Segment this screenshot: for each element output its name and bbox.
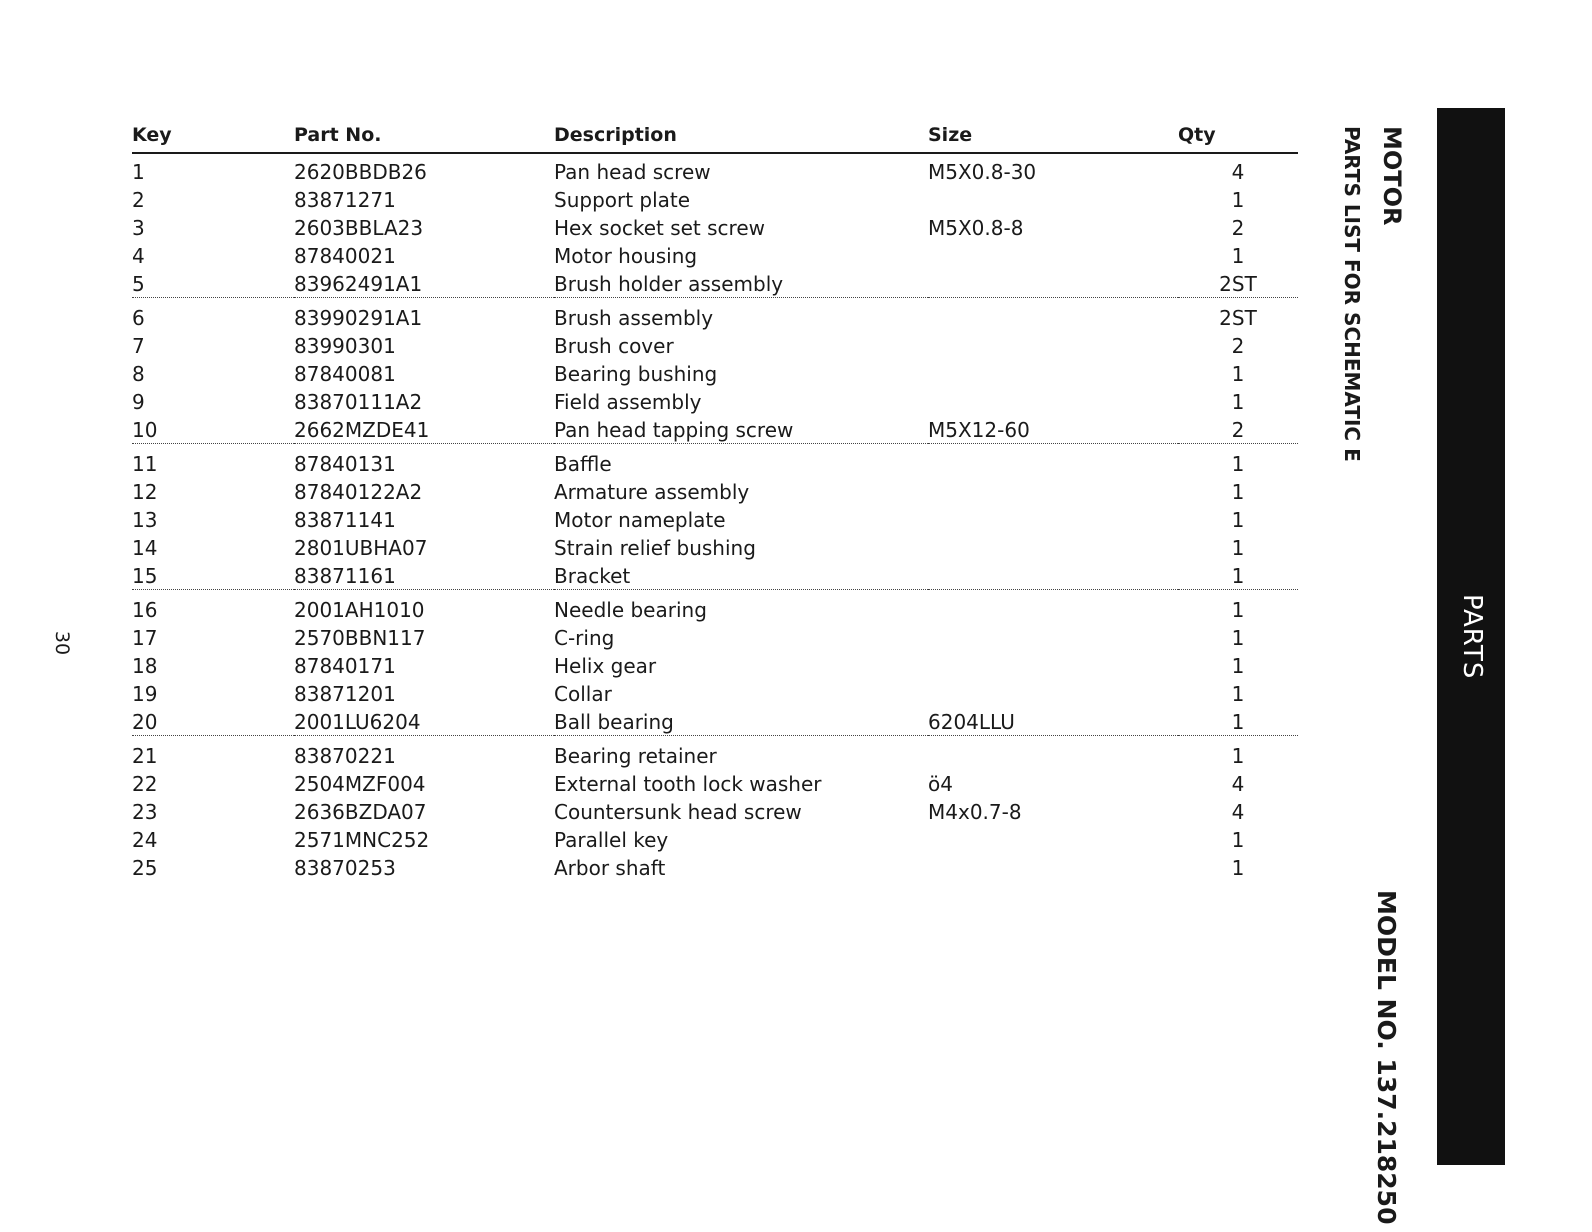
cell-description: External tooth lock washer — [554, 772, 822, 796]
cell-qty: 1 — [1231, 452, 1245, 476]
cell-description: Motor nameplate — [554, 508, 726, 532]
cell-description: Hex socket set screw — [554, 216, 765, 240]
cell-qty: 2 — [1178, 416, 1298, 444]
cell-size — [928, 270, 1178, 298]
cell-description: Pan head tapping screw — [554, 416, 928, 444]
cell-part-no: 87840081 — [294, 362, 396, 386]
cell-description: Brush assembly — [554, 306, 714, 330]
table-row — [132, 680, 1298, 708]
cell-qty: 1 — [1231, 744, 1245, 768]
cell-size — [928, 332, 1178, 360]
cell-part-no: 2801UBHA07 — [294, 536, 428, 560]
cell-part-no: 2504MZF004 — [294, 772, 426, 796]
table-row — [132, 416, 1298, 444]
cell-size — [928, 826, 1178, 854]
cell-size — [928, 534, 1178, 562]
cell-key: 19 — [132, 682, 158, 706]
cell-key: 12 — [132, 480, 158, 504]
page-number: 30 — [51, 630, 74, 656]
cell-description: Collar — [554, 682, 612, 706]
model-number: MODEL NO. 137.218250 — [1372, 890, 1401, 1225]
cell-description: Support plate — [554, 188, 691, 212]
cell-qty: 1 — [1231, 654, 1245, 678]
section-title: MOTOR — [1378, 126, 1406, 226]
cell-size — [928, 506, 1178, 534]
table-row — [132, 562, 1298, 590]
table-row — [132, 770, 1298, 798]
cell-part-no: 83871141 — [294, 508, 396, 532]
cell-qty: 1 — [1231, 362, 1245, 386]
cell-description: Baffle — [554, 452, 612, 476]
cell-part-no: 2636BZDA07 — [294, 800, 427, 824]
cell-key: 7 — [132, 334, 145, 358]
cell-qty: 1 — [1231, 480, 1245, 504]
cell-key: 13 — [132, 508, 158, 532]
cell-part-no: 87840122A2 — [294, 480, 423, 504]
cell-size — [928, 652, 1178, 680]
cell-part-no: 83871161 — [294, 562, 554, 590]
cell-qty: 1 — [1231, 626, 1245, 650]
cell-key: 24 — [132, 828, 158, 852]
cell-qty: 4 — [1231, 800, 1245, 824]
cell-qty: 1 — [1231, 536, 1245, 560]
cell-size — [928, 298, 1178, 333]
cell-description: Motor housing — [554, 244, 698, 268]
cell-part-no: 87840021 — [294, 244, 396, 268]
cell-qty: 1 — [1231, 244, 1245, 268]
cell-qty: 1 — [1231, 856, 1245, 880]
table-row — [132, 388, 1298, 416]
cell-part-no: 2662MZDE41 — [294, 416, 554, 444]
cell-key: 23 — [132, 800, 158, 824]
table-row — [132, 270, 1298, 298]
cell-key: 22 — [132, 772, 158, 796]
cell-key: 8 — [132, 362, 145, 386]
parts-band-label: PARTS — [1457, 594, 1487, 680]
cell-description: Bearing bushing — [554, 362, 718, 386]
cell-size — [928, 736, 1178, 771]
table-row — [132, 708, 1298, 736]
cell-size: M5X12-60 — [928, 416, 1178, 444]
cell-part-no: 2603BBLA23 — [294, 216, 424, 240]
cell-qty: 1 — [1231, 188, 1245, 212]
cell-part-no: 83990301 — [294, 334, 396, 358]
table-row — [132, 153, 1298, 186]
table-row — [132, 444, 1298, 479]
cell-qty: 4 — [1231, 160, 1245, 184]
cell-size — [928, 242, 1178, 270]
table-row — [132, 798, 1298, 826]
cell-part-no: 2001AH1010 — [294, 598, 425, 622]
cell-part-no: 2571MNC252 — [294, 828, 430, 852]
table-row — [132, 478, 1298, 506]
cell-key: 20 — [132, 708, 294, 736]
cell-size — [928, 360, 1178, 388]
cell-key: 9 — [132, 390, 145, 414]
table-row — [132, 186, 1298, 214]
cell-description: Armature assembly — [554, 480, 750, 504]
cell-key: 18 — [132, 654, 158, 678]
cell-qty: 2 — [1231, 216, 1245, 240]
cell-part-no: 83962491A1 — [294, 270, 554, 298]
table-row — [132, 826, 1298, 854]
cell-qty: 1 — [1231, 682, 1245, 706]
cell-size — [928, 562, 1178, 590]
cell-qty: 1 — [1231, 508, 1245, 532]
cell-key: 16 — [132, 598, 158, 622]
cell-description: Countersunk head screw — [554, 800, 802, 824]
column-header-description: Description — [554, 124, 928, 153]
cell-description: Bracket — [554, 562, 928, 590]
cell-key: 15 — [132, 562, 294, 590]
cell-part-no: 87840171 — [294, 654, 396, 678]
column-header-qty: Qty — [1178, 124, 1298, 153]
cell-part-no: 2620BBDB26 — [294, 160, 427, 184]
cell-description: Brush cover — [554, 334, 674, 358]
cell-key: 6 — [132, 306, 145, 330]
table-row — [132, 624, 1298, 652]
cell-size: ö4 — [928, 772, 953, 796]
cell-description: Bearing retainer — [554, 744, 717, 768]
cell-part-no: 83871201 — [294, 682, 396, 706]
cell-size: 6204LLU — [928, 708, 1178, 736]
cell-description: Helix gear — [554, 654, 657, 678]
table-row — [132, 590, 1298, 625]
cell-qty: 2 — [1231, 334, 1245, 358]
cell-description: Strain relief bushing — [554, 536, 756, 560]
cell-key: 17 — [132, 626, 158, 650]
cell-key: 4 — [132, 244, 145, 268]
cell-part-no: 83870111A2 — [294, 390, 423, 414]
section-subtitle: PARTS LIST FOR SCHEMATIC E — [1340, 126, 1364, 462]
cell-size — [928, 680, 1178, 708]
column-header-key: Key — [132, 124, 294, 153]
cell-key: 25 — [132, 856, 158, 880]
cell-key: 5 — [132, 270, 294, 298]
table-row — [132, 360, 1298, 388]
table-header-row — [132, 124, 1298, 153]
cell-qty: 2ST — [1178, 270, 1298, 298]
cell-key: 21 — [132, 744, 158, 768]
table-row — [132, 534, 1298, 562]
cell-description: Brush holder assembly — [554, 270, 928, 298]
cell-size — [928, 388, 1178, 416]
cell-qty: 2ST — [1219, 306, 1257, 330]
cell-size — [928, 478, 1178, 506]
cell-key: 10 — [132, 416, 294, 444]
cell-qty: 1 — [1178, 708, 1298, 736]
table-row — [132, 332, 1298, 360]
cell-size: M5X0.8-8 — [928, 216, 1024, 240]
parts-table — [132, 124, 1298, 882]
cell-part-no: 2570BBN117 — [294, 626, 426, 650]
cell-part-no: 83871271 — [294, 188, 396, 212]
cell-description: C-ring — [554, 626, 615, 650]
cell-description: Arbor shaft — [554, 856, 666, 880]
cell-part-no: 2001LU6204 — [294, 708, 554, 736]
cell-key: 2 — [132, 188, 145, 212]
cell-description: Field assembly — [554, 390, 702, 414]
cell-qty: 1 — [1231, 390, 1245, 414]
cell-description: Pan head screw — [554, 160, 711, 184]
cell-size — [928, 624, 1178, 652]
parts-table-body — [132, 153, 1298, 882]
cell-size — [928, 186, 1178, 214]
cell-part-no: 87840131 — [294, 452, 396, 476]
cell-size — [928, 444, 1178, 479]
cell-part-no: 83870221 — [294, 744, 396, 768]
cell-description: Needle bearing — [554, 598, 707, 622]
table-row — [132, 506, 1298, 534]
cell-description: Parallel key — [554, 828, 669, 852]
cell-size — [928, 854, 1178, 882]
cell-key: 1 — [132, 160, 145, 184]
cell-key: 3 — [132, 216, 145, 240]
cell-size — [928, 590, 1178, 625]
table-row — [132, 214, 1298, 242]
table-row — [132, 736, 1298, 771]
column-header-size: Size — [928, 124, 1178, 153]
cell-part-no: 83870253 — [294, 856, 396, 880]
column-header-part-no: Part No. — [294, 124, 554, 153]
cell-qty: 4 — [1231, 772, 1245, 796]
table-row — [132, 242, 1298, 270]
cell-part-no: 83990291A1 — [294, 306, 423, 330]
cell-qty: 1 — [1231, 828, 1245, 852]
cell-size: M5X0.8-30 — [928, 160, 1037, 184]
cell-qty: 1 — [1231, 598, 1245, 622]
cell-key: 14 — [132, 536, 158, 560]
cell-size: M4x0.7-8 — [928, 800, 1022, 824]
cell-key: 11 — [132, 452, 158, 476]
table-row — [132, 298, 1298, 333]
cell-description: Ball bearing — [554, 708, 928, 736]
table-row — [132, 854, 1298, 882]
cell-qty: 1 — [1178, 562, 1298, 590]
table-row — [132, 652, 1298, 680]
